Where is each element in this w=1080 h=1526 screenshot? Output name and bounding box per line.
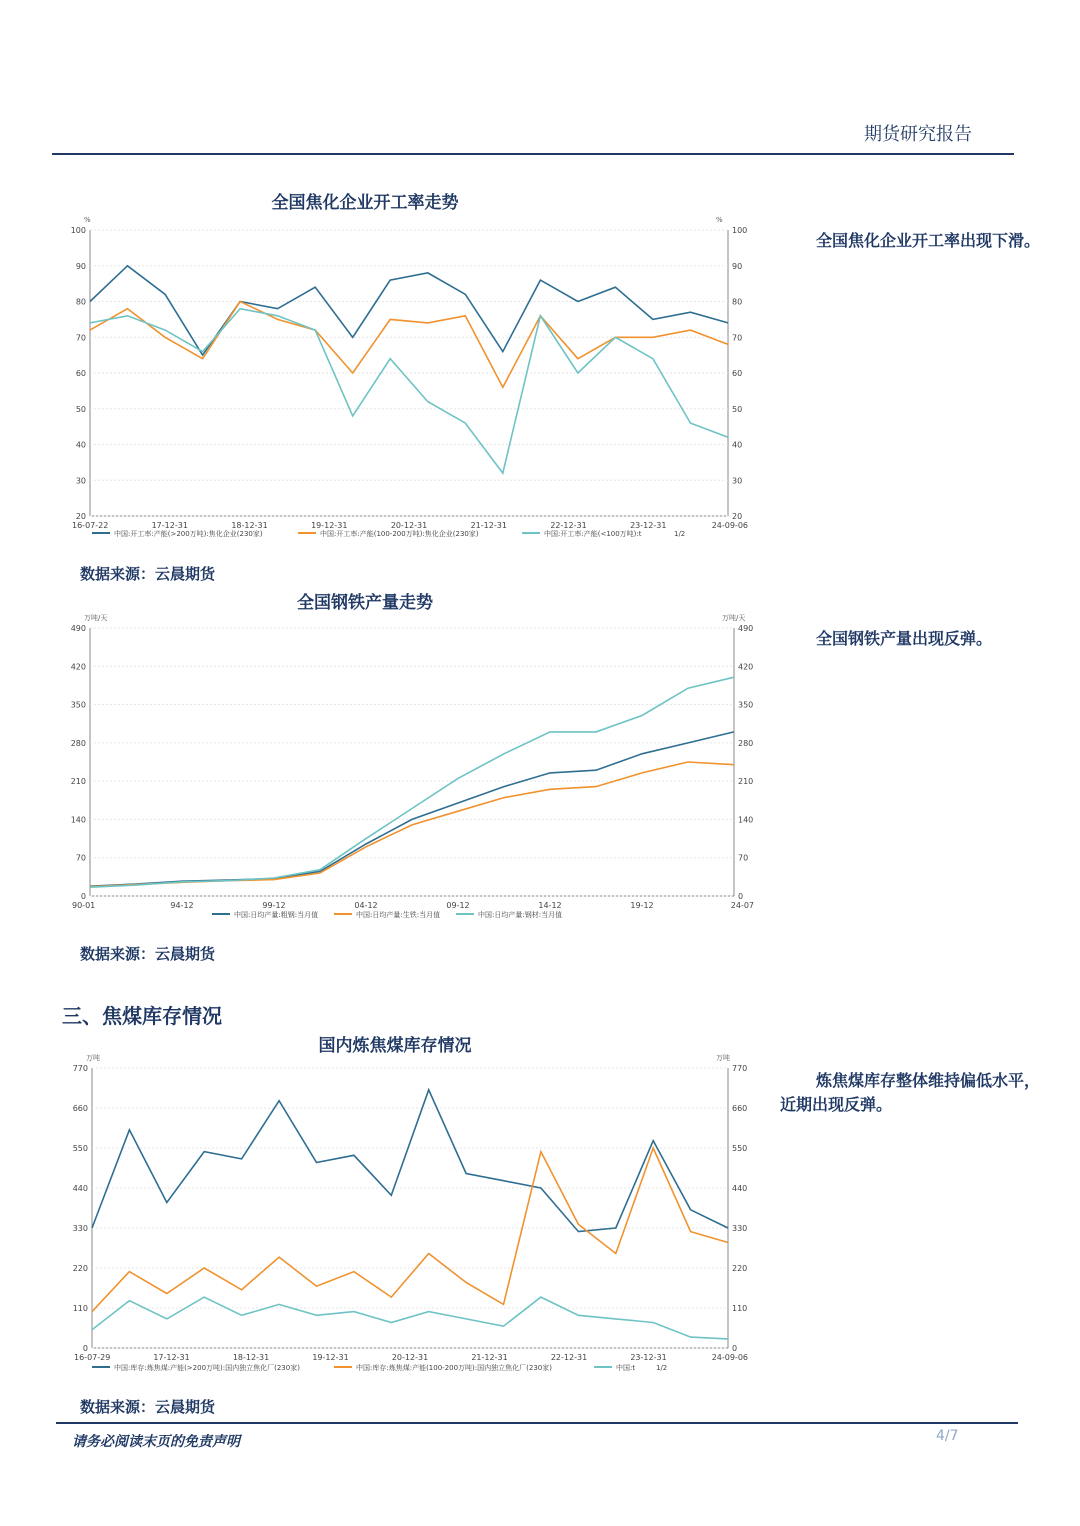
y-tick-label-right: 210 (738, 777, 754, 787)
x-tick-label: 16-07-22 (72, 521, 109, 530)
y-tick-label-left: 140 (70, 815, 86, 825)
y-tick-label-left: 220 (72, 1264, 88, 1273)
report-type-label: 期货研究报告 (864, 124, 972, 145)
x-tick-label: 22-12-31 (550, 521, 587, 530)
y-tick-label-right: 110 (732, 1304, 748, 1313)
chart3-comment: 炼焦煤库存整体维持偏低水平，近期出现反弹。 (780, 1071, 1041, 1114)
x-tick-label: 04-12 (354, 901, 378, 910)
y-tick-label-right: 330 (732, 1224, 748, 1233)
series-line-2 (90, 302, 728, 388)
y-tick-label-left: 20 (75, 512, 86, 521)
legend-label: 1/2 (656, 1364, 668, 1372)
series-line-3 (90, 677, 734, 887)
legend-label: 中国:日均产量:生铁:当月值 (356, 911, 441, 919)
y-tick-label-right: 50 (732, 404, 743, 414)
x-tick-label: 24-09-06 (711, 521, 748, 530)
x-tick-label: 21-12-31 (471, 1353, 508, 1362)
section3-heading: 三、焦煤库存情况 (62, 1004, 222, 1028)
legend-label: 中国:日均产量:钢材:当月值 (478, 911, 563, 919)
series-line-3 (90, 309, 728, 473)
y-tick-label-left: 330 (72, 1224, 88, 1233)
x-tick-label: 17-12-31 (151, 521, 188, 530)
y-tick-label-right: 70 (738, 853, 749, 863)
series-line-3 (92, 1297, 728, 1339)
chart2-comment: 全国钢铁产量出现反弹。 (816, 629, 993, 648)
legend-label: 中国:库存:炼焦煤:产能(100-200万吨):国内独立焦化厂(230家) (356, 1364, 552, 1372)
chart3-source: 数据来源：云晨期货 (80, 1398, 216, 1416)
y-tick-label-right: 40 (732, 440, 743, 450)
x-tick-label: 18-12-31 (232, 1353, 270, 1362)
y-tick-label-right: 100 (732, 226, 748, 235)
x-tick-label: 90-01 (72, 901, 96, 910)
unit-right-label: 万吨/天 (722, 614, 746, 622)
y-tick-label-left: 110 (72, 1304, 88, 1313)
y-tick-label-left: 70 (75, 333, 86, 343)
legend-label: 1/2 (674, 530, 686, 538)
chart1-title: 全国焦化企业开工率走势 (271, 193, 459, 213)
y-tick-label-right: 660 (732, 1104, 748, 1113)
y-tick-label-right: 550 (732, 1144, 748, 1153)
y-tick-label-left: 280 (70, 738, 86, 748)
chart2-source: 数据来源：云晨期货 (80, 945, 216, 963)
x-tick-label: 94-12 (170, 901, 194, 910)
x-tick-label: 21-12-31 (470, 521, 507, 530)
footer-divider (56, 1422, 1018, 1424)
y-tick-label-right: 30 (732, 476, 743, 486)
x-tick-label: 14-12 (538, 901, 562, 910)
y-tick-label-left: 70 (75, 853, 86, 863)
y-tick-label-left: 30 (75, 476, 86, 486)
y-tick-label-right: 80 (732, 297, 743, 307)
x-tick-label: 24-07 (730, 901, 754, 910)
y-tick-label-left: 80 (75, 297, 86, 307)
y-tick-label-left: 50 (75, 404, 86, 414)
y-tick-label-left: 40 (75, 440, 86, 450)
y-tick-label-left: 490 (70, 624, 86, 633)
y-tick-label-right: 420 (738, 662, 754, 672)
legend-label: 中国:开工率:产能(100-200万吨):焦化企业(230家) (320, 530, 479, 538)
series-line-1 (92, 1090, 728, 1232)
y-tick-label-left: 60 (75, 369, 86, 378)
y-tick-label-left: 90 (75, 261, 86, 271)
x-tick-label: 18-12-31 (231, 521, 268, 530)
x-tick-label: 23-12-31 (630, 521, 667, 530)
x-tick-label: 19-12 (630, 901, 654, 910)
y-tick-label-left: 440 (72, 1184, 88, 1193)
x-tick-label: 23-12-31 (630, 1353, 667, 1362)
legend-label: 中国:库存:炼焦煤:产能(>200万吨):国内独立焦化厂(230家) (114, 1364, 300, 1372)
unit-right-label: 万吨 (716, 1054, 730, 1062)
chart3-title: 国内炼焦煤库存情况 (318, 1036, 472, 1056)
y-tick-label-right: 90 (732, 261, 743, 271)
page-number: 4/7 (936, 1428, 959, 1444)
x-tick-label: 19-12-31 (311, 521, 348, 530)
y-tick-label-left: 770 (72, 1064, 88, 1073)
unit-left-label: % (84, 216, 91, 224)
chart1-source: 数据来源：云晨期货 (80, 565, 216, 583)
y-tick-label-right: 770 (732, 1064, 748, 1073)
y-tick-label-right: 0 (738, 892, 744, 901)
y-tick-label-right: 350 (738, 700, 754, 710)
header-divider (52, 153, 1014, 155)
y-tick-label-left: 420 (70, 662, 86, 672)
unit-left-label: 万吨 (86, 1054, 100, 1062)
chart2-steel-output (62, 612, 762, 927)
y-tick-label-left: 210 (70, 777, 86, 787)
legend-label: 中国:开工率:产能(<100万吨):t (544, 530, 642, 538)
x-tick-label: 17-12-31 (153, 1353, 190, 1362)
x-tick-label: 09-12 (446, 901, 470, 910)
x-tick-label: 20-12-31 (390, 521, 428, 530)
series-line-2 (92, 1148, 728, 1312)
y-tick-label-right: 440 (732, 1184, 748, 1193)
x-tick-label: 20-12-31 (391, 1353, 429, 1362)
y-tick-label-left: 350 (70, 700, 86, 710)
chart1-comment: 全国焦化企业开工率出现下滑。 (816, 231, 1041, 250)
y-tick-label-right: 20 (732, 512, 743, 521)
y-tick-label-left: 0 (80, 892, 86, 901)
legend-label: 中国:t (616, 1364, 636, 1372)
y-tick-label-left: 550 (72, 1144, 88, 1153)
legend-label: 中国:开工率:产能(>200万吨):焦化企业(230家) (114, 530, 263, 538)
y-tick-label-right: 70 (732, 333, 743, 343)
chart2-title: 全国钢铁产量走势 (297, 593, 433, 613)
x-tick-label: 24-09-06 (711, 1353, 748, 1362)
y-tick-label-right: 140 (738, 815, 754, 825)
x-tick-label: 19-12-31 (312, 1353, 349, 1362)
y-tick-label-left: 660 (72, 1104, 88, 1113)
x-tick-label: 99-12 (262, 901, 286, 910)
legend-label: 中国:日均产量:粗钢:当月值 (234, 911, 319, 919)
y-tick-label-right: 490 (738, 624, 754, 633)
y-tick-label-right: 220 (732, 1264, 748, 1273)
unit-left-label: 万吨/天 (84, 614, 108, 622)
disclaimer-note: 请务必阅读末页的免责声明 (72, 1434, 240, 1450)
y-tick-label-left: 0 (82, 1344, 88, 1353)
y-tick-label-right: 60 (732, 369, 743, 378)
y-tick-label-right: 280 (738, 738, 754, 748)
x-tick-label: 22-12-31 (550, 1353, 588, 1362)
unit-right-label: % (716, 216, 723, 224)
y-tick-label-left: 100 (70, 226, 86, 235)
x-tick-label: 16-07-29 (74, 1353, 111, 1362)
chart1-coking-utilization (62, 212, 762, 547)
chart3-coking-coal-inventory (62, 1052, 762, 1382)
y-tick-label-right: 0 (732, 1344, 738, 1353)
